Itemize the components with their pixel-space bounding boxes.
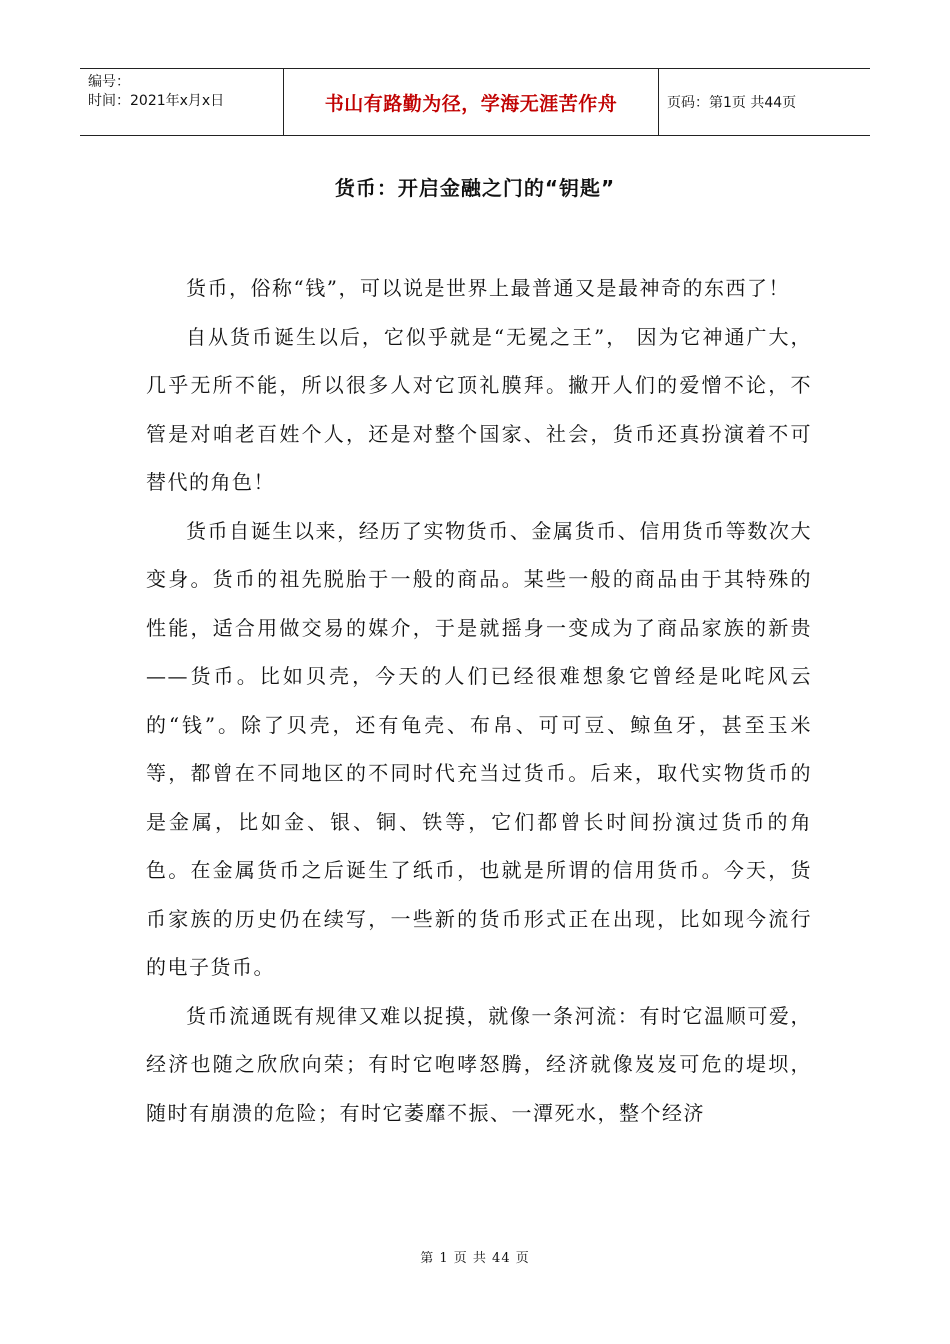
header-meta (80, 69, 283, 135)
header-page-info: 页码：第1页 共44页 (667, 95, 797, 111)
paragraph: 自从货币诞生以后，它似乎就是“无冕之王”， 因为它神通广大，几乎无所不能，所以很多人对它顶礼膜拜。撇开人们的爱憎不论，不管是对咱老百姓个人，还是对整个国家、社会，货币还真扮演着不可替代的角色！ (146, 324, 812, 494)
page-footer: 第 1 页 共 44 页 (420, 1251, 530, 1266)
document-number-label: 编号： (88, 74, 130, 90)
header-motto: 书山有路勤为径，学海无涯苦作舟 (283, 69, 659, 135)
document-title: 货币：开启金融之门的“钥匙” (334, 176, 616, 200)
paragraph: 货币自诞生以来，经历了实物货币、金属货币、信用货币等数次大变身。货币的祖先脱胎于一般的商品。某些一般的商品由于其特殊的性能，适合用做交易的媒介，于是就摇身一变成为了商品家族的新贵——货币。比如贝壳，今天的人们已经很难想象它曾经是叱咤风云的“钱”。除了贝壳，还有龟壳、布帛、可可豆、鲸鱼牙，甚至玉米等，都曾在不同地区的不同时代充当过货币。后来，取代实物货币的是金属，比如金、银、铜、铁等，它们都曾长时间扮演过货币的角色。在金属货币之后诞生了纸币，也就是所谓的信用货币。今天，货币家族的历史仍在续写，一些新的货币形式正在出现，比如现今流行的电子货币。 (146, 518, 812, 979)
document-body (146, 264, 812, 1137)
paragraph: 货币流通既有规律又难以捉摸，就像一条河流：有时它温顺可爱，经济也随之欣欣向荣；有时它咆哮怒腾，经济就像岌岌可危的堤坝，随时有崩溃的危险；有时它萎靡不振、一潭死水，整个经济 (146, 1003, 812, 1125)
page-header (80, 68, 870, 136)
paragraph: 货币，俗称“钱”，可以说是世界上最普通又是最神奇的东西了！ (186, 276, 790, 300)
document-date: 时间：2021年x月x日 (88, 93, 225, 109)
